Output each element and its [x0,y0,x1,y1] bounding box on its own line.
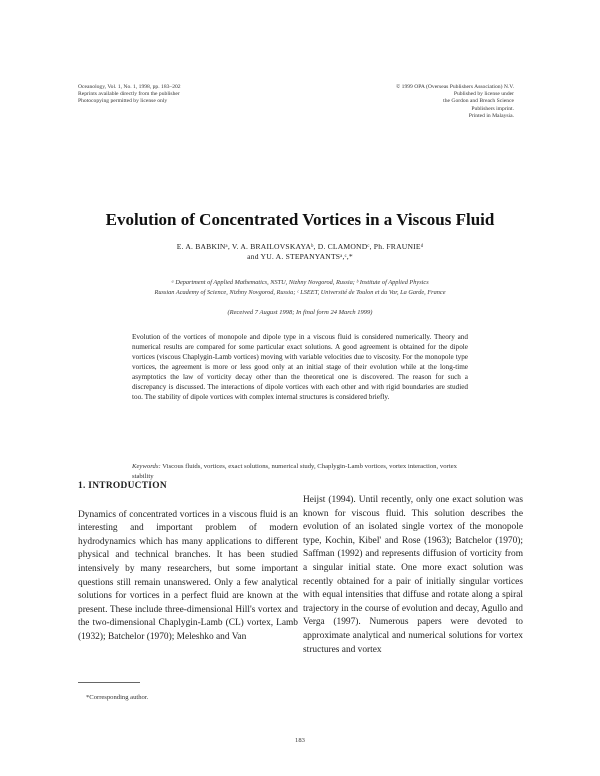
author-line: E. A. BABKINᵃ, V. A. BRAILOVSKAYAᵇ, D. CLAMONDᶜ, Ph. FRAUNIEᵈ [176,242,424,251]
affiliation-line: ᵃ Department of Applied Mathematics, NSTU, Nizhny Novgorod, Russia; ᵇ Institute of Applied Physics [171,279,429,286]
body-column-right [303,494,523,657]
header-right-line: Publishers imprint. [471,105,514,112]
page-number: 183 [295,737,305,744]
body-paragraph: Heijst (1994). Until recently, only one exact solution was known for viscous fluid. This solution describes the evolution of an isolated single vortex of the monopole type, Kochin, Kibel' and Rose (1963); Batchelor (1970); Saffman (1992) and represents diffusion of vorticity from a singular initial state. One more exact solution was recently obtained for a pair of initially singular vortices with equal intensities that diffuse and rotate along a spiral trajectory in the course of evolution and decay, Agullo and Verga (1997). Numerous papers were devoted to approximate analytical and numerical solutions for vortex structures and vortex [303,495,523,655]
keywords-text: Viscous fluids, vortices, exact solutions, numerical study, Chaplygin-Lamb vortices, vortex interaction, vortex stability [132,463,457,480]
paper-title: Evolution of Concentrated Vortices in a Viscous Fluid [105,210,495,229]
keywords-label: Keywords: [132,463,161,470]
author-line: and YU. A. STEPANYANTSᵃ,ᶜ,* [247,252,353,261]
header-left-line: Reprints available directly from the publisher [78,91,180,98]
body-paragraph: Dynamics of concentrated vortices in a viscous fluid is an interesting and important problem of modern hydrodynamics which has many applications to different physical and technical branches. It has been studied intensively by many researchers, but some important questions still remain unanswered. Only a few analytical solutions for vortices in a perfect fluid are known at the present. These include three-dimensional Hill's vortex and the two-dimensional Chaplygin-Lamb (CL) vortex, Lamb (1932); Batchelor (1970); Meleshko and Van [78,509,298,642]
header-right-line: © 1999 OPA (Overseas Publishers Association) N.V. [396,84,514,90]
header-left-line: Photocopying permitted by license only [78,98,168,105]
header-left-line: Oceanology, Vol. 1, No. 1, 1998, pp. 183–202 [78,84,181,90]
affiliations [0,278,600,297]
header-right-line: the Gordon and Breach Science [443,98,514,105]
abstract: Evolution of the vortices of monopole and dipole type in a viscous fluid is considered numerically. Theory and numerical results are compared for some particular exact solutions. A good agreement is obtained for the dipole vortices (viscous Chaplygin-Lamb vortices) moving with variable velocities due to viscosity. For the monopole type vortices, the agreement is more or less good only at an initial stage of their evolution while at the long-time asymptotics the law of vorticity decay other than the theoretical one is discovered. The reason for such a discrepancy is discussed. The interactions of dipole vortices with each other and with rigid boundaries are studied too. The stability of dipole vortices with complex internal structures is considered briefly. [132,333,468,401]
body-column-left [78,480,298,645]
section-heading: 1. INTRODUCTION [78,481,167,491]
footnote: *Corresponding author. [86,694,149,701]
keywords [132,462,468,481]
footnote-divider [78,682,140,683]
journal-header-right [396,84,514,120]
author-list [0,242,600,262]
header-right-line: Published by license under [453,91,514,98]
header-right-line: Printed in Malaysia. [468,112,514,119]
journal-header-left [78,84,181,106]
affiliation-line: Russian Academy of Science, Nizhny Novgorod, Russia; ᶜ LSEET, Université de Toulon et du Var, La Garde, France [154,288,446,296]
received-dates: (Received 7 August 1998; In final form 24 March 1999) [227,309,373,316]
